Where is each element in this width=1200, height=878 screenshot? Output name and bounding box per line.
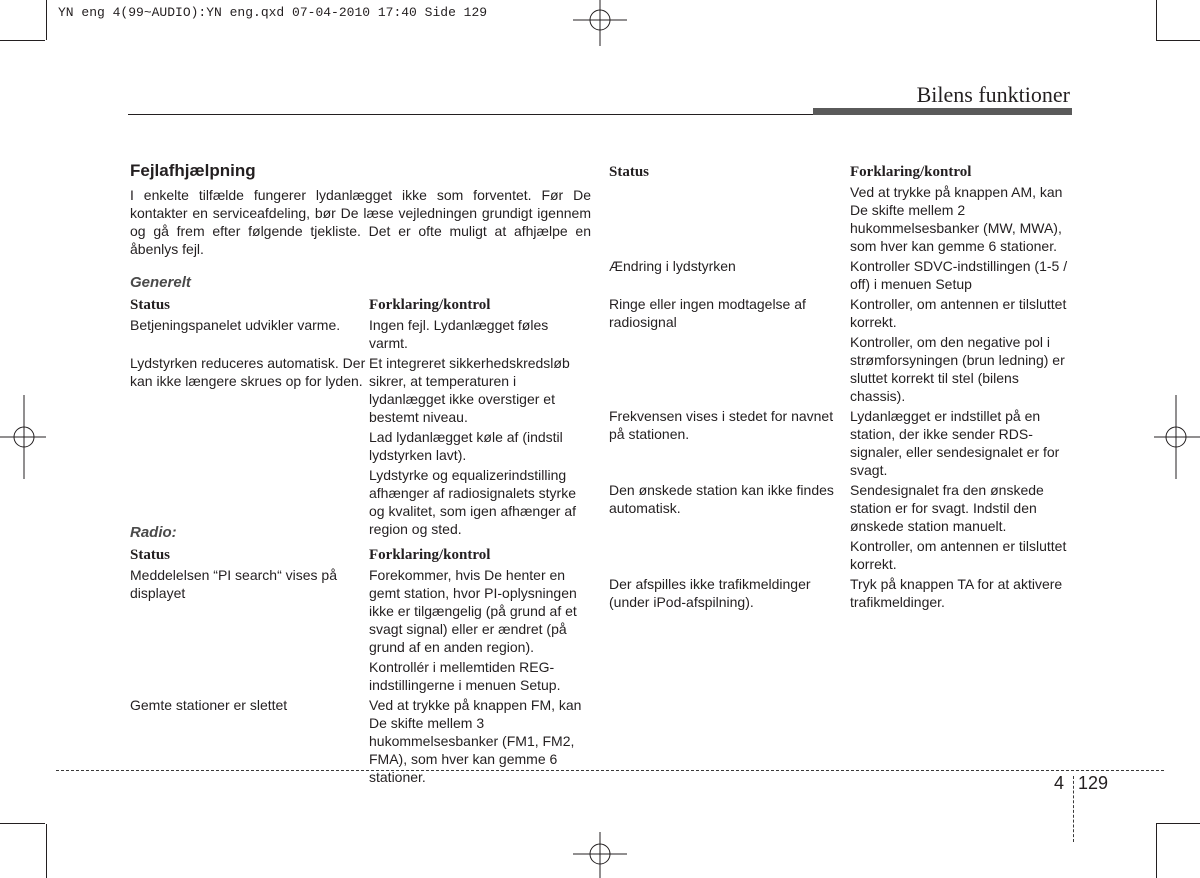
column-header-status: Status: [609, 164, 650, 180]
status-cell: [609, 333, 850, 405]
table-header: [130, 546, 591, 564]
status-cell: Gemte stationer er slettet: [130, 697, 288, 713]
crop-mark: [46, 824, 47, 878]
status-cell: [130, 428, 369, 464]
intro-paragraph: I enkelte tilfælde fungerer lydanlægget ikke som forventet. Før De kontakter en serviceafdeling, bør De læse vejledningen grundigt igennem og gå frem efter følgende tjekliste. Det er ofte muligt at afhjælpe en åbenlys fejl.: [130, 187, 591, 257]
column-header-explanation: Forklaring/kontrol: [369, 547, 491, 563]
page-heading: Fejlafhjælpning: [130, 161, 256, 180]
explanation-cell: Ved at trykke på knappen FM, kan De skifte mellem 3 hukommelsesbanker (FM1, FM2, FMA), som hver kan gemme 6 stationer.: [369, 697, 582, 785]
crop-mark: [1156, 40, 1200, 41]
explanation-cell: Tryk på knappen TA for at aktivere trafikmeldinger.: [850, 576, 1063, 610]
status-cell: Meddelelsen “PI search“ vises på displayet: [130, 567, 337, 601]
explanation-cell: Forekommer, hvis De henter en gemt station, hvor PI-oplysningen ikke er tilgængelig (på grund af et svagt signal) eller er ændret (på grund af en anden region).: [369, 567, 577, 655]
status-cell: [130, 658, 369, 694]
page-number-value: 129: [1078, 773, 1109, 793]
table-row: [609, 183, 1072, 255]
status-cell: Den ønskede station kan ikke findes automatisk.: [609, 482, 834, 516]
crop-mark: [1156, 0, 1157, 40]
registration-mark-icon: [0, 395, 46, 479]
crop-mark: [1156, 823, 1200, 824]
status-cell: Betjeningspanelet udvikler varme.: [130, 317, 341, 333]
crop-mark: [0, 40, 45, 41]
chapter-number: 4: [1054, 773, 1065, 793]
crop-mark: [46, 0, 47, 40]
explanation-cell: Lad lydanlægget køle af (indstil lydstyrken lavt).: [369, 429, 563, 463]
table-row: [609, 537, 1072, 573]
subheading-general: Generelt: [130, 274, 191, 291]
explanation-cell: Lydstyrke og equalizerindstilling afhænger af radiosignalets styrke og kvalitet, som igen afhænger af region og sted.: [369, 467, 577, 537]
table-row: [609, 575, 1072, 611]
explanation-cell: Kontroller, om antennen er tilsluttet korrekt.: [850, 538, 1067, 572]
status-cell: Ringe eller ingen modtagelse af radiosignal: [609, 296, 806, 330]
table-row: [609, 257, 1072, 293]
registration-mark-icon: [573, 832, 627, 878]
crop-mark: [0, 823, 45, 824]
explanation-cell: Lydanlægget er indstillet på en station, der ikke sender RDS-signaler, eller sendesignalet er for svagt.: [850, 408, 1060, 478]
column-header-status: Status: [130, 547, 171, 563]
right-column: [609, 163, 1072, 613]
explanation-cell: Kontroller, om antennen er tilsluttet korrekt.: [850, 296, 1067, 330]
section-title: Bilens funktioner: [916, 82, 1070, 107]
explanation-cell: Kontrollér i mellemtiden REG-indstillingerne i menuen Setup.: [369, 659, 561, 693]
table-row: [609, 407, 1072, 479]
registration-mark-icon: [1154, 395, 1200, 479]
table-row: [130, 566, 591, 656]
header-rule: [128, 114, 814, 115]
status-cell: Ændring i lydstyrken: [609, 258, 736, 274]
explanation-cell: Kontroller, om den negative pol i strømforsyningen (brun ledning) er sluttet korrekt til stel (bilens chassis).: [850, 334, 1065, 404]
crop-mark: [1156, 824, 1157, 878]
table-row: [130, 354, 591, 426]
status-cell: Frekvensen vises i stedet for navnet på stationen.: [609, 408, 834, 442]
column-header-explanation: Forklaring/kontrol: [850, 164, 972, 180]
table-header: [609, 163, 1072, 181]
left-column: [130, 162, 591, 788]
status-cell: [130, 466, 369, 538]
explanation-cell: Et integreret sikkerhedskredsløb sikrer, at temperaturen i lydanlægget ikke overstiger et bestemt niveau.: [369, 355, 570, 425]
table-row: [609, 481, 1072, 535]
table-row: [130, 316, 591, 352]
explanation-cell: Ingen fejl. Lydanlægget føles varmt.: [369, 317, 549, 351]
table-row: [130, 696, 591, 786]
explanation-cell: Ved at trykke på knappen AM, kan De skifte mellem 2 hukommelsesbanker (MW, MWA), som hver kan gemme 6 stationer.: [850, 184, 1063, 254]
table-row: [130, 658, 591, 694]
status-cell: Der afspilles ikke trafikmeldinger (under iPod-afspilning).: [609, 576, 811, 610]
status-cell: Lydstyrken reduceres automatisk. Der kan ikke længere skrues op for lyden.: [130, 355, 366, 389]
table-row: [130, 428, 591, 464]
status-cell: [609, 537, 850, 573]
registration-mark-icon: [573, 0, 627, 46]
print-slug: YN eng 4(99~AUDIO):YN eng.qxd 07-04-2010 17:40 Side 129: [58, 5, 488, 20]
table-row: [130, 466, 591, 538]
table-header: [130, 296, 591, 314]
explanation-cell: Sendesignalet fra den ønskede station er for svagt. Indstil den ønskede station manuelt.: [850, 482, 1044, 534]
page-number: [1054, 773, 1108, 794]
explanation-cell: Kontroller SDVC-indstillingen (1-5 / off) i menuen Setup: [850, 258, 1068, 292]
subheading-radio: Radio:: [130, 524, 177, 541]
header-bar: [813, 108, 1072, 115]
footer-rule: [56, 770, 1164, 771]
status-cell: [609, 183, 850, 255]
table-row: [609, 295, 1072, 331]
table-row: [609, 333, 1072, 405]
column-header-status: Status: [130, 297, 171, 313]
column-header-explanation: Forklaring/kontrol: [369, 297, 491, 313]
